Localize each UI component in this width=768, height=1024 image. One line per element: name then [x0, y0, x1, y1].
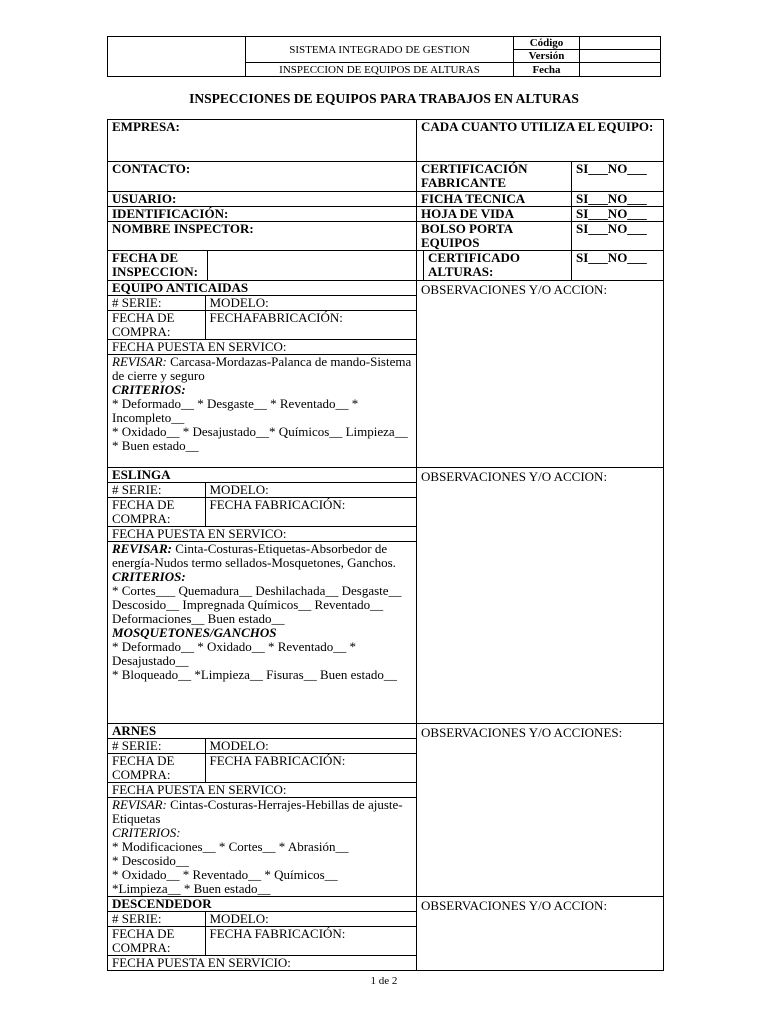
anticaidas-title: EQUIPO ANTICAIDAS: [108, 281, 416, 296]
logo-area: [108, 37, 246, 77]
criterio-line: * Cortes___ Quemadura__ Deshilachada__ Desgaste__ Descosido__ Impregnada Químicos__ Reventado__ Deformaciones__ Buen estado__: [112, 582, 402, 626]
ficha-tecnica-label: FICHA TECNICA: [417, 192, 572, 207]
cert-alturas-check[interactable]: SI___NO___: [572, 251, 664, 281]
arnes-observaciones[interactable]: OBSERVACIONES Y/O ACCIONES:: [417, 724, 664, 897]
eslinga-revision: [108, 541, 416, 723]
code-value: [580, 37, 661, 50]
revisar-items: Cintas-Costuras-Herrajes-Hebillas de ajuste-Etiquetas: [112, 797, 403, 826]
eslinga-compra[interactable]: FECHA DE COMPRA:: [108, 497, 205, 526]
system-name: SISTEMA INTEGRADO DE GESTION: [246, 37, 514, 63]
hoja-vida-label: HOJA DE VIDA: [417, 207, 572, 222]
nombre-inspector-field[interactable]: NOMBRE INSPECTOR:: [108, 222, 417, 251]
anticaidas-modelo[interactable]: MODELO:: [205, 296, 416, 311]
arnes-modelo[interactable]: MODELO:: [205, 739, 416, 754]
anticaidas-revision: [108, 355, 416, 467]
bolso-check[interactable]: SI___NO___: [572, 222, 664, 251]
descendedor-servicio[interactable]: FECHA PUESTA EN SERVICIO:: [112, 955, 291, 970]
anticaidas-section: [108, 281, 417, 468]
page-title: INSPECCIONES DE EQUIPOS PARA TRABAJOS EN ALTURAS: [189, 91, 579, 106]
revisar-items: Carcasa-Mordazas-Palanca de mando-Sistema de cierre y seguro: [112, 354, 412, 383]
anticaidas-servicio[interactable]: FECHA PUESTA EN SERVICO:: [108, 340, 416, 355]
spacer-cell: [417, 251, 424, 281]
date-label: Fecha: [514, 63, 580, 77]
descendedor-observaciones[interactable]: OBSERVACIONES Y/O ACCION:: [417, 897, 664, 971]
criterio-line: * Descosido__: [112, 853, 189, 868]
code-label: Código: [514, 37, 580, 50]
revisar-label: REVISAR:: [112, 797, 167, 812]
document-name: INSPECCION DE EQUIPOS DE ALTURAS: [246, 63, 514, 77]
eslinga-section: [108, 467, 417, 724]
descendedor-modelo[interactable]: MODELO:: [205, 912, 416, 927]
cert-alturas-label: CERTIFICADO ALTURAS:: [424, 251, 572, 281]
contacto-field[interactable]: CONTACTO:: [108, 162, 417, 192]
criterio-line: * Modificaciones__ * Cortes__ * Abrasión__: [112, 839, 349, 854]
date-value: [580, 63, 661, 77]
descendedor-compra[interactable]: FECHA DE COMPRA:: [108, 927, 205, 956]
eslinga-title: ESLINGA: [108, 468, 416, 483]
eslinga-fabricacion[interactable]: FECHA FABRICACIÓN:: [205, 497, 416, 526]
arnes-compra[interactable]: FECHA DE COMPRA:: [108, 754, 205, 783]
eslinga-servicio[interactable]: FECHA PUESTA EN SERVICO:: [108, 526, 416, 541]
fecha-inspeccion-label: FECHA DE INSPECCION:: [108, 251, 208, 281]
identificacion-field[interactable]: IDENTIFICACIÓN:: [108, 207, 417, 222]
arnes-serie[interactable]: # SERIE:: [108, 739, 205, 754]
usuario-field[interactable]: USUARIO:: [108, 192, 417, 207]
version-label: Versión: [514, 50, 580, 63]
criterio-line: *Limpieza__ * Buen estado__: [112, 881, 271, 896]
criterio-line: * Oxidado__ * Reventado__ * Químicos__: [112, 867, 338, 882]
revisar-label: REVISAR:: [112, 540, 172, 556]
arnes-revision: [108, 798, 416, 897]
criterio-line: * Deformado__ * Oxidado__ * Reventado__ * Desajustado__: [112, 638, 357, 668]
cert-fabricante-check[interactable]: SI___NO___: [572, 162, 664, 192]
descendedor-title: DESCENDEDOR: [108, 897, 416, 912]
criterio-line: * Bloqueado__ *Limpieza__ Fisuras__ Buen estado__: [112, 666, 397, 682]
anticaidas-serie[interactable]: # SERIE:: [108, 296, 205, 311]
criterio-line: * Deformado__ * Desgaste__ * Reventado__ * Incompleto__: [112, 396, 359, 425]
page-number: 1 de 2: [370, 975, 398, 987]
frecuencia-field[interactable]: CADA CUANTO UTILIZA EL EQUIPO:: [417, 120, 664, 162]
cert-fabricante-label: CERTIFICACIÓN FABRICANTE: [417, 162, 572, 192]
version-value: [580, 50, 661, 63]
descendedor-serie[interactable]: # SERIE:: [108, 912, 205, 927]
anticaidas-fabricacion[interactable]: FECHAFABRICACIÓN:: [205, 311, 416, 340]
criterio-line: * Oxidado__ * Desajustado__* Químicos__ Limpieza__: [112, 424, 408, 439]
anticaidas-observaciones[interactable]: OBSERVACIONES Y/O ACCION:: [417, 281, 664, 468]
descendedor-section: [108, 897, 417, 971]
arnes-title: ARNES: [108, 724, 416, 739]
criterio-line: * Buen estado__: [112, 438, 199, 453]
arnes-servicio[interactable]: FECHA PUESTA EN SERVICO:: [108, 783, 416, 798]
eslinga-observaciones[interactable]: OBSERVACIONES Y/O ACCION:: [417, 467, 664, 724]
revisar-items: Cinta-Costuras-Etiquetas-Absorbedor de energía-Nudos termo sellados-Mosquetones, Ganchos.: [112, 540, 396, 570]
empresa-field[interactable]: EMPRESA:: [108, 120, 417, 162]
descendedor-fabricacion[interactable]: FECHA FABRICACIÓN:: [205, 927, 416, 956]
hoja-vida-check[interactable]: SI___NO___: [572, 207, 664, 222]
revisar-label: REVISAR:: [112, 354, 167, 369]
arnes-section: [108, 724, 417, 897]
eslinga-serie[interactable]: # SERIE:: [108, 482, 205, 497]
eslinga-modelo[interactable]: MODELO:: [205, 482, 416, 497]
inspection-form: [107, 119, 664, 971]
document-header: [107, 36, 661, 77]
arnes-fabricacion[interactable]: FECHA FABRICACIÓN:: [205, 754, 416, 783]
fecha-inspeccion-value[interactable]: [208, 251, 417, 281]
bolso-label: BOLSO PORTA EQUIPOS: [417, 222, 572, 251]
anticaidas-compra[interactable]: FECHA DE COMPRA:: [108, 311, 205, 340]
mosquetones-label: MOSQUETONES/GANCHOS: [112, 624, 277, 640]
ficha-tecnica-check[interactable]: SI___NO___: [572, 192, 664, 207]
criterios-label: CRITERIOS:: [112, 568, 186, 584]
criterios-label: CRITERIOS:: [112, 382, 186, 397]
criterios-label: CRITERIOS:: [112, 825, 181, 840]
